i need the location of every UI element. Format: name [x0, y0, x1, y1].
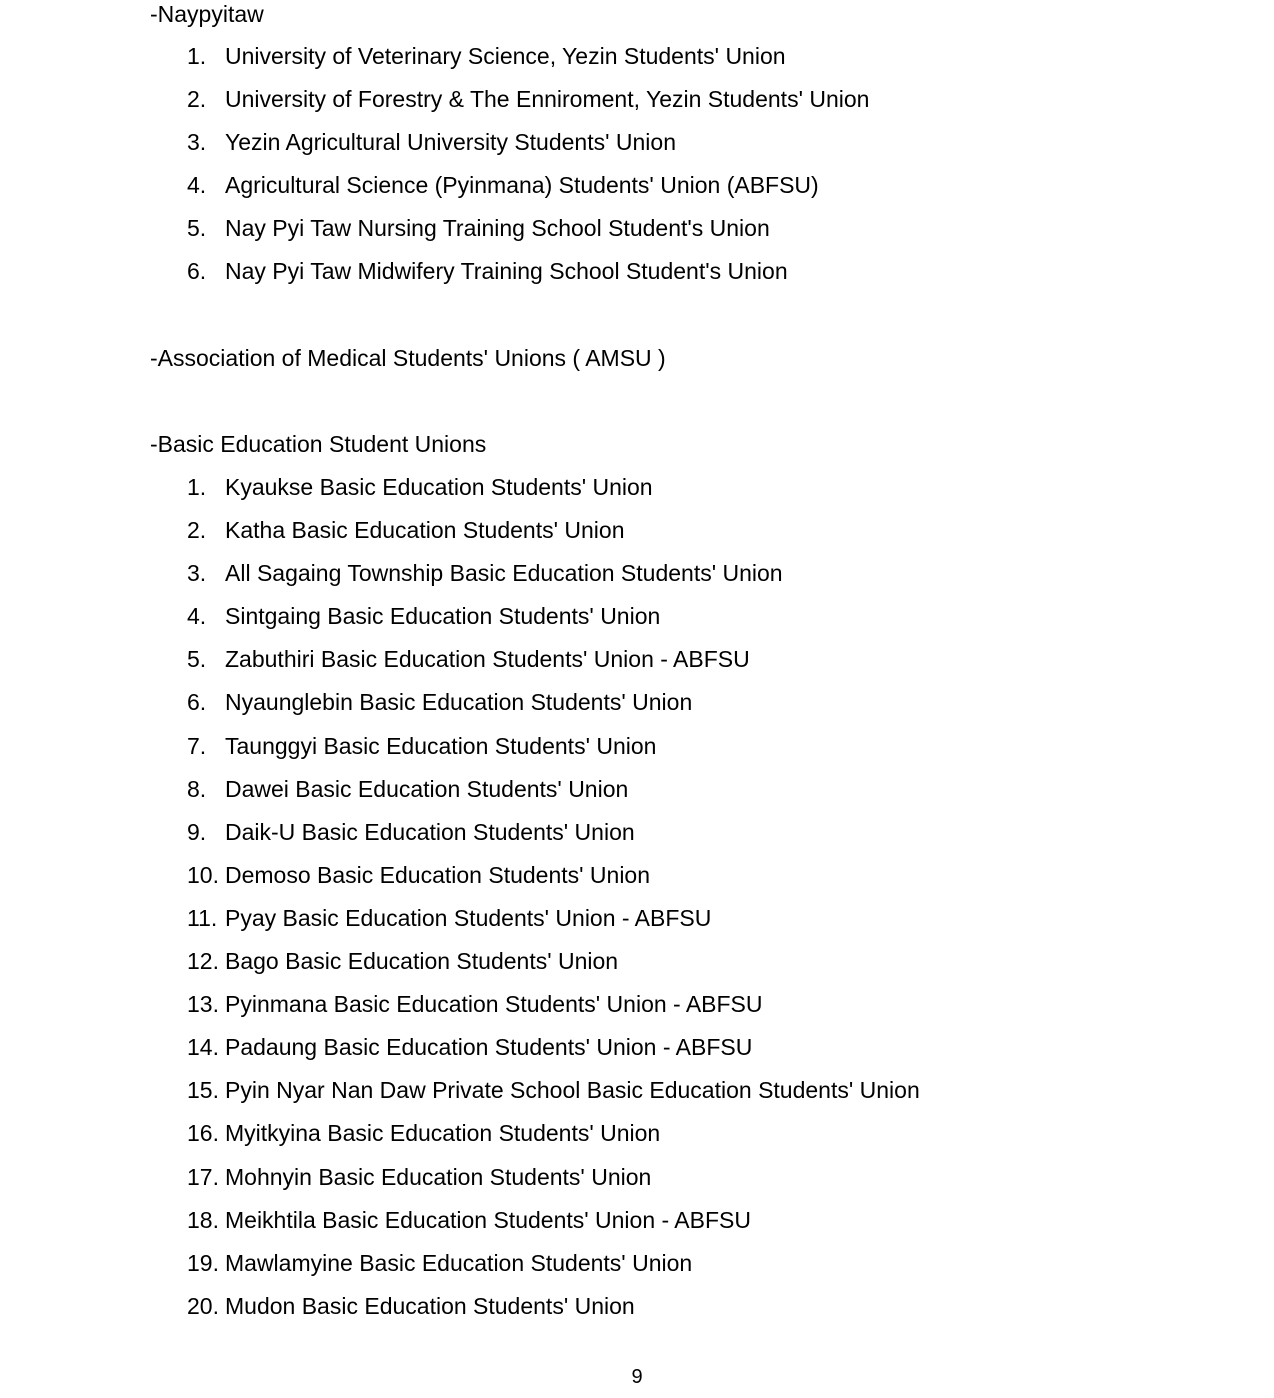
- section-heading-naypyitaw: -Naypyitaw: [150, 1, 264, 27]
- list-item-text: Nay Pyi Taw Midwifery Training School Student's Union: [225, 258, 788, 285]
- list-item-text: Sintgaing Basic Education Students' Union: [225, 603, 661, 630]
- list-item-number: 4.: [187, 603, 207, 630]
- list-item-text: Agricultural Science (Pyinmana) Students' Union (ABFSU): [225, 172, 819, 199]
- list-item-number: 1.: [187, 474, 207, 500]
- list-item-text: Taunggyi Basic Education Students' Union: [225, 732, 657, 759]
- list-item-text: Mawlamyine Basic Education Students' Union: [225, 1249, 693, 1276]
- list-item-text: Meikhtila Basic Education Students' Union - ABFSU: [225, 1206, 751, 1233]
- list-item-number: 11.: [187, 904, 218, 931]
- list-item-text: Pyinmana Basic Education Students' Union - ABFSU: [225, 991, 763, 1018]
- list-item-number: 10.: [187, 861, 219, 888]
- list-item-number: 3.: [187, 560, 207, 587]
- section-heading-amsu: -Association of Medical Students' Unions ( AMSU ): [150, 345, 666, 371]
- list-item-number: 4.: [187, 172, 207, 199]
- list-item-text: University of Veterinary Science, Yezin Students' Union: [225, 43, 786, 69]
- section-heading-basic-education: -Basic Education Student Unions: [150, 431, 487, 457]
- list-item-number: 6.: [187, 258, 207, 285]
- list-item-number: 5.: [187, 215, 207, 242]
- list-item-text: Nay Pyi Taw Nursing Training School Student's Union: [225, 215, 770, 242]
- list-item-number: 18.: [187, 1206, 219, 1233]
- list-item-text: Myitkyina Basic Education Students' Union: [225, 1120, 661, 1147]
- list-item-text: All Sagaing Township Basic Education Students' Union: [225, 560, 783, 587]
- list-item-text: Kyaukse Basic Education Students' Union: [225, 474, 653, 500]
- list-item-text: Pyay Basic Education Students' Union - ABFSU: [225, 904, 712, 931]
- list-item-number: 5.: [187, 646, 207, 673]
- list-item-number: 8.: [187, 775, 207, 802]
- list-item-text: Pyin Nyar Nan Daw Private School Basic Education Students' Union: [225, 1077, 920, 1104]
- list-item-number: 14.: [187, 1034, 219, 1061]
- list-item-text: Katha Basic Education Students' Union: [225, 517, 625, 544]
- list-item-number: 15.: [187, 1077, 219, 1104]
- list-item-text: Bago Basic Education Students' Union: [225, 948, 619, 975]
- list-item-number: 3.: [187, 129, 207, 156]
- list-item-text: University of Forestry & The Enniroment, Yezin Students' Union: [225, 86, 870, 113]
- list-item-text: Nyaunglebin Basic Education Students' Union: [225, 689, 693, 716]
- list-item-number: 2.: [187, 517, 207, 544]
- list-item-number: 13.: [187, 991, 219, 1018]
- list-item-text: Dawei Basic Education Students' Union: [225, 775, 629, 802]
- list-item-text: Mohnyin Basic Education Students' Union: [225, 1163, 652, 1190]
- list-item-number: 17.: [187, 1163, 219, 1190]
- list-item-number: 16.: [187, 1120, 219, 1147]
- list-item-text: Padaung Basic Education Students' Union - ABFSU: [225, 1034, 753, 1061]
- page-number: 9: [631, 1366, 643, 1388]
- list-item-text: Demoso Basic Education Students' Union: [225, 861, 651, 888]
- list-item-number: 19.: [187, 1249, 219, 1276]
- list-item-text: Yezin Agricultural University Students' Union: [225, 129, 676, 156]
- list-item-text: Zabuthiri Basic Education Students' Union - ABFSU: [225, 646, 750, 673]
- list-item-text: Daik-U Basic Education Students' Union: [225, 818, 635, 845]
- list-item-number: 2.: [187, 86, 207, 113]
- list-item-number: 12.: [187, 948, 219, 975]
- list-item-number: 1.: [187, 43, 207, 69]
- list-item-number: 20.: [187, 1292, 219, 1319]
- list-item-number: 9.: [187, 818, 207, 845]
- list-item-text: Mudon Basic Education Students' Union: [225, 1292, 635, 1319]
- list-item-number: 7.: [187, 732, 207, 759]
- list-item-number: 6.: [187, 689, 207, 716]
